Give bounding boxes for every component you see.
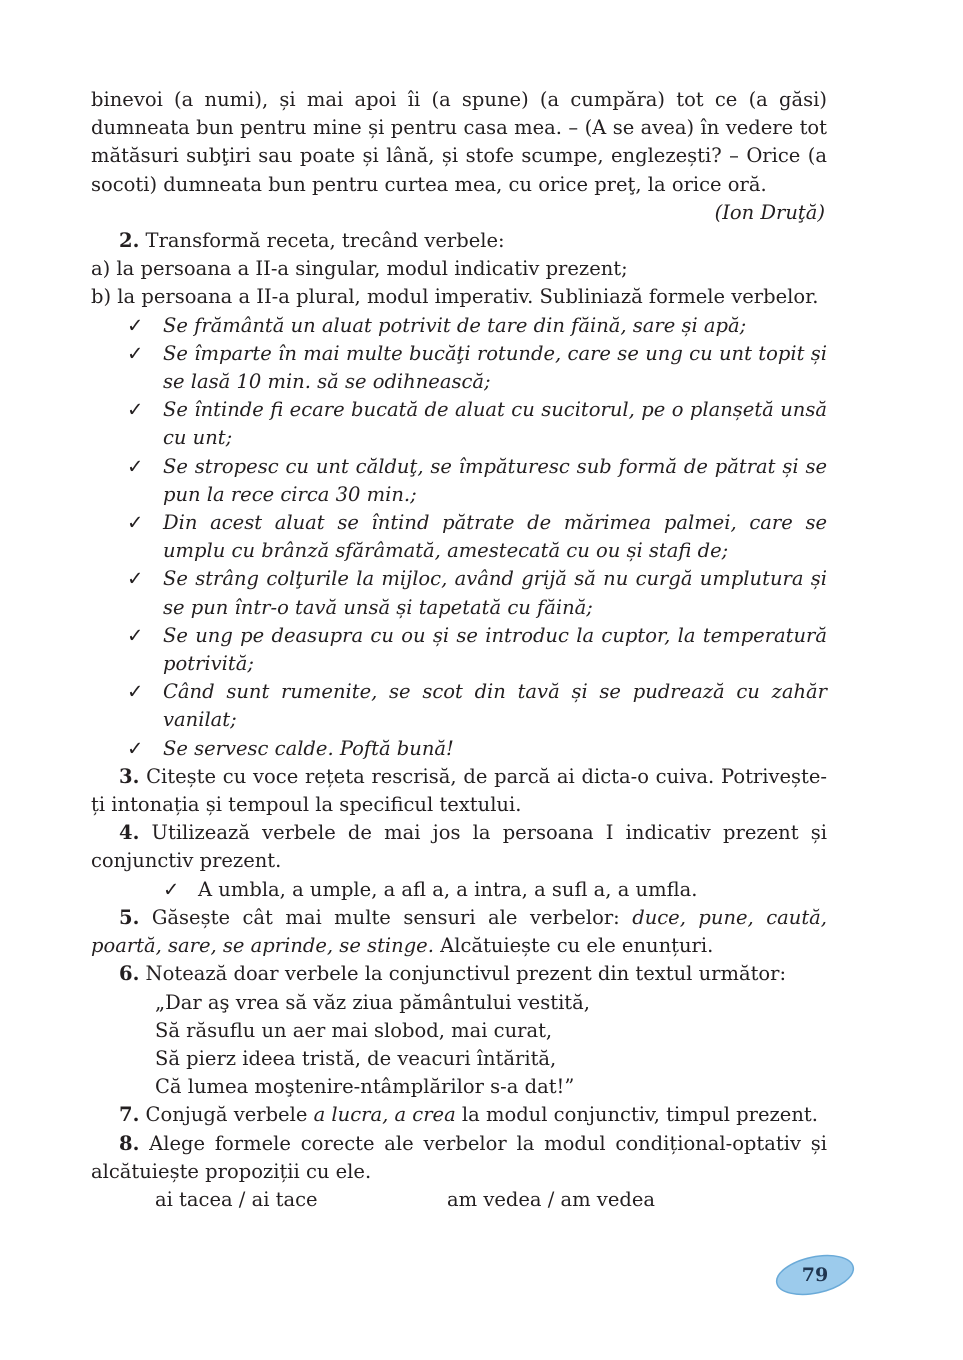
intro-paragraph: binevoi (a numi), și mai apoi îi (a spune) (a cumpăra) tot ce (a găsi) dumneata bun pentru mine și pentru casa mea. – (A se avea) în vedere tot mătăsuri subţiri sau poate și lână, și stofe scumpe, englezești? – Orice (a socoti) dumneata bun pentru curtea mea, cu orice preţ, la orice oră.: [91, 88, 827, 196]
recipe-step: [127, 312, 827, 340]
exercise-8-pairs: [91, 1186, 827, 1214]
checkmark-icon: ✓: [127, 398, 144, 422]
page-number-badge: [774, 1253, 856, 1297]
exercise-5-text-a: Găsește cât mai multe sensuri ale verbelor:: [139, 905, 633, 929]
exercise-7-text-b: la modul conjunctiv, timpul prezent.: [455, 1103, 818, 1127]
recipe-step-text: Se întinde fi ecare bucată de aluat cu sucitorul, pe o planșetă unsă cu unt;: [163, 398, 827, 450]
recipe-step-text: Se frământă un aluat potrivit de tare din făină, sare și apă;: [163, 313, 747, 337]
checkmark-icon: ✓: [127, 511, 144, 535]
exercise-2-title: Transformă receta, trecând verbele:: [139, 229, 505, 253]
recipe-step-text: Din acest aluat se întind pătrate de mărimea palmei, care se umplu cu brânză sfărâmată, amestecată cu ou și stafi de;: [163, 511, 827, 563]
checkmark-icon: ✓: [127, 623, 144, 647]
intro-author: (Ion Druţă): [714, 200, 825, 224]
exercise-5-number: 5.: [119, 905, 140, 929]
recipe-step: [127, 340, 827, 396]
exercise-7: [91, 1101, 827, 1129]
exercise-5: [91, 904, 827, 960]
recipe-step: [127, 453, 827, 509]
exercise-2-option-b: b) la persoana a II-a plural, modul imperativ. Subliniază formele verbelor.: [91, 285, 819, 309]
exercise-4-verbs-line: [91, 876, 827, 904]
recipe-step: [127, 622, 827, 678]
exercise-4-verbs: A umbla, a umple, a afl a, a intra, a sufl a, a umfla.: [198, 877, 698, 901]
exercise-2-number: 2.: [119, 229, 140, 253]
exercise-8-pair-left: ai tacea / ai tace: [155, 1187, 318, 1211]
exercise-6-number: 6.: [119, 962, 140, 986]
recipe-step: [127, 396, 827, 452]
exercise-8: [91, 1130, 827, 1186]
recipe-step-text: Când sunt rumenite, se scot din tavă și se pudrează cu zahăr vanilat;: [163, 680, 827, 732]
exercise-6-text: Notează doar verbele la conjunctivul prezent din textul următor:: [139, 962, 787, 986]
exercise-8-number: 8.: [119, 1131, 140, 1155]
exercise-7-number: 7.: [119, 1103, 140, 1127]
checkmark-icon: ✓: [127, 341, 144, 365]
page-content: [91, 86, 827, 1214]
poem-line: Că lumea moştenire-ntâmplărilor s-a dat!”: [155, 1075, 575, 1099]
poem-line: „Dar aş vrea să văz ziua pământului vestită,: [155, 990, 590, 1014]
checkmark-icon: ✓: [163, 877, 180, 901]
exercise-5-text-b: Alcătuiește cu ele enunțuri.: [433, 934, 714, 958]
exercise-3: [91, 763, 827, 819]
exercise-6: [91, 960, 827, 988]
exercise-7-text-a: Conjugă verbele: [139, 1103, 314, 1127]
recipe-step: [127, 735, 827, 763]
checkmark-icon: ✓: [127, 567, 144, 591]
recipe-step-text: Se împarte în mai multe bucăţi rotunde, care se ung cu unt topit și se lasă 10 min. să se odihnească;: [163, 341, 827, 394]
checkmark-icon: ✓: [127, 680, 144, 704]
page-number: 79: [801, 1264, 829, 1286]
exercise-8-text: Alege formele corecte ale verbelor la modul condițional-optativ și alcătuiește propoziții cu ele.: [91, 1131, 827, 1183]
recipe-step-text: Se strâng colţurile la mijloc, având grijă să nu curgă umplutura și se pun într-o tavă unsă și tapetată cu făină;: [163, 567, 827, 619]
exercise-2-heading: [91, 227, 827, 255]
recipe-step-text: Se stropesc cu unt călduţ, se împăturesc sub formă de pătrat și se pun la rece circa 30 min.;: [163, 454, 827, 506]
recipe-step: [127, 678, 827, 734]
exercise-4-number: 4.: [119, 821, 140, 845]
recipe-step-text: Se servesc calde. Poftă bună!: [163, 736, 454, 760]
recipe-step-text: Se ung pe deasupra cu ou și se introduc la cuptor, la temperatură potrivită;: [163, 623, 827, 676]
recipe-step: [127, 565, 827, 621]
recipe-steps-list: [91, 312, 827, 763]
checkmark-icon: ✓: [127, 454, 144, 478]
exercise-4-text: Utilizează verbele de mai jos la persoana I indicativ prezent și conjunctiv prezent.: [91, 821, 827, 873]
exercise-4: [91, 819, 827, 875]
exercise-8-pair-right: am vedea / am vedea: [447, 1187, 656, 1211]
poem-line: Să pierz ideea tristă, de veacuri întărită,: [155, 1046, 557, 1070]
exercise-3-number: 3.: [119, 764, 140, 788]
poem-line: Să răsuflu un aer mai slobod, mai curat,: [155, 1018, 553, 1042]
checkmark-icon: ✓: [127, 736, 144, 760]
exercise-7-verbs: a lucra, a crea: [313, 1103, 456, 1127]
checkmark-icon: ✓: [127, 313, 144, 337]
recipe-step: [127, 509, 827, 565]
exercise-2-option-a: a) la persoana a II-a singular, modul indicativ prezent;: [91, 257, 628, 281]
exercise-5-verbs: duce, pune, caută, poartă, sare, se aprinde, se stinge.: [91, 905, 828, 958]
exercise-3-text: Citește cu voce rețeta rescrisă, de parcă ai dicta-o cuiva. Potrivește-ți intonația și tempoul la specificul textului.: [91, 764, 827, 817]
